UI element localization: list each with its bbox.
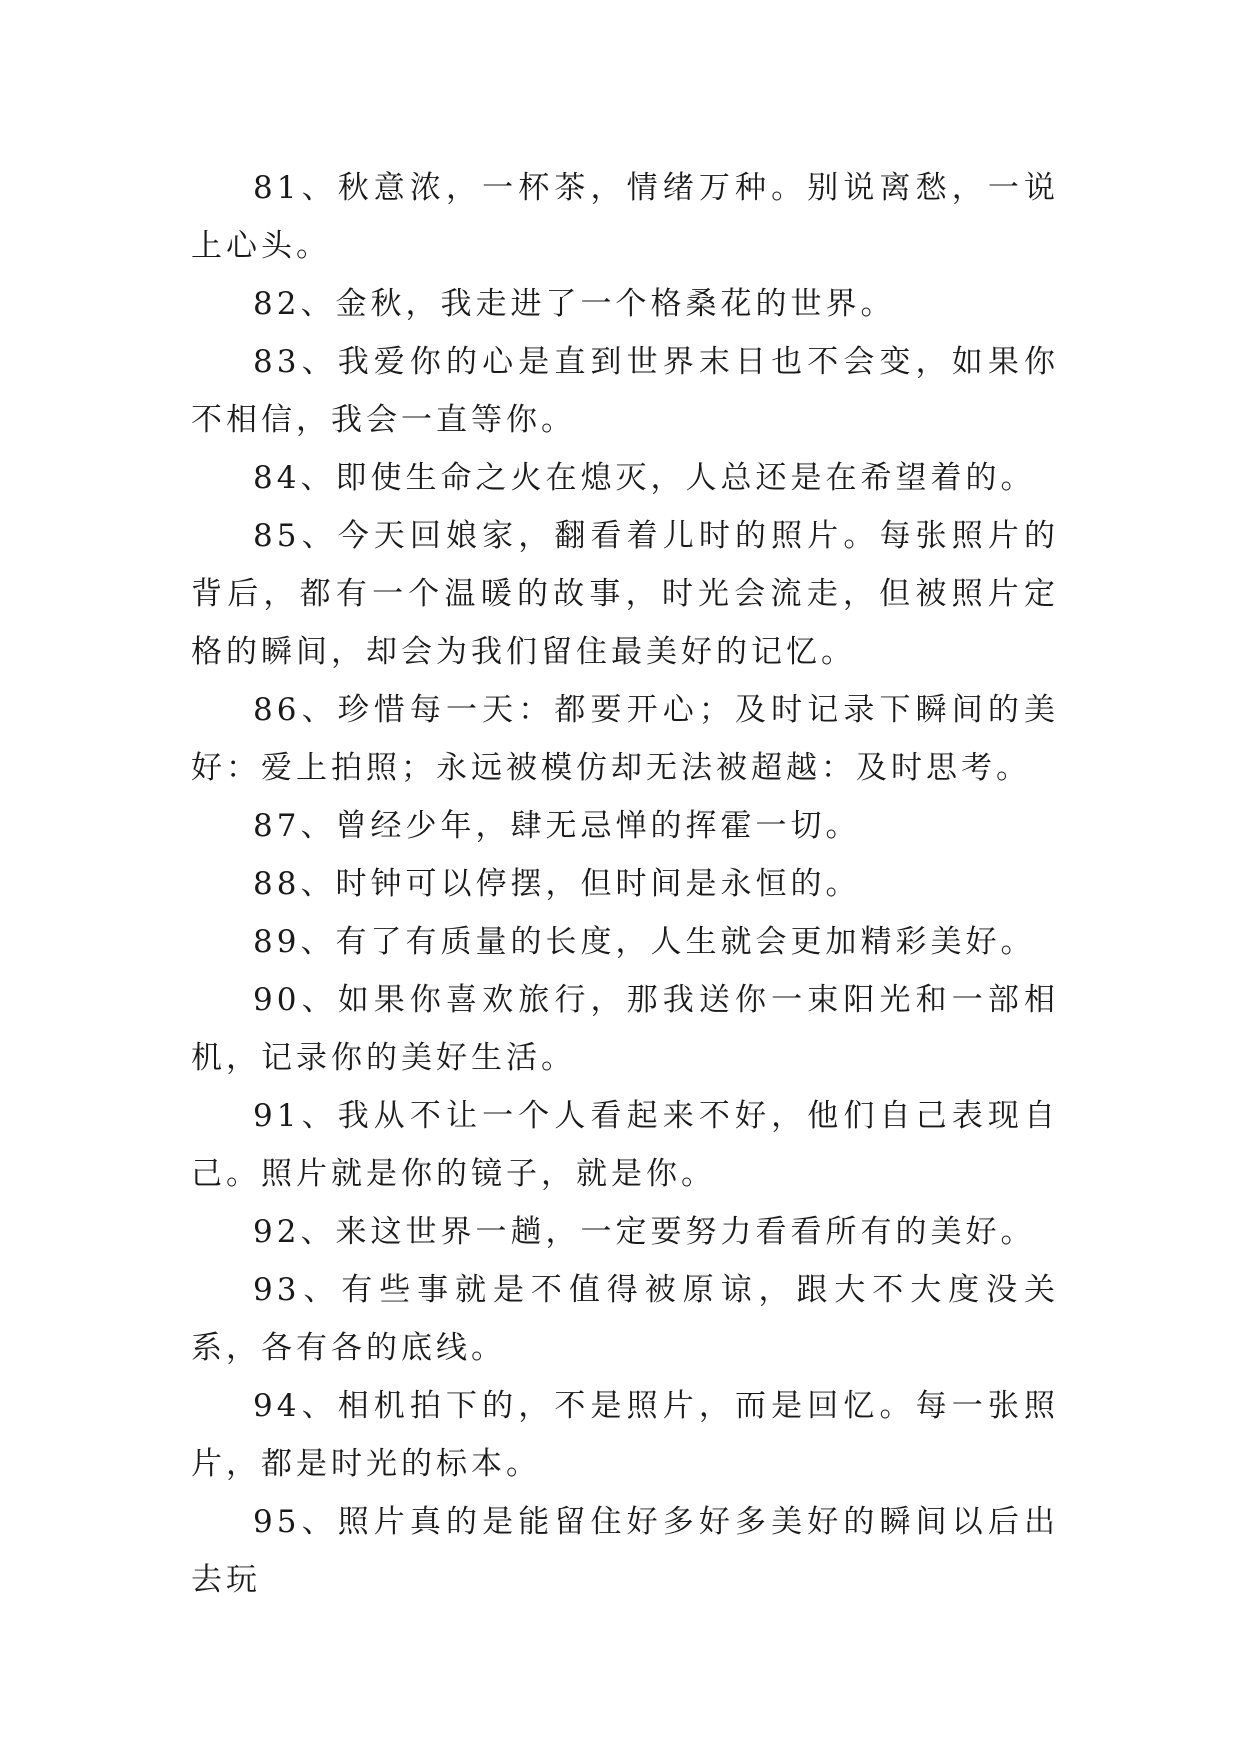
paragraph-81: 81、秋意浓，一杯茶，情绪万种。别说离愁，一说上心头。: [191, 170, 1059, 264]
paragraph-95: 95、照片真的是能留住好多好多美好的瞬间以后出去玩: [191, 1504, 1059, 1598]
paragraph-90: 90、如果你喜欢旅行，那我送你一束阳光和一部相机，记录你的美好生活。: [191, 982, 1059, 1076]
paragraph-85: 85、今天回娘家，翻看着儿时的照片。每张照片的背后，都有一个温暖的故事，时光会流走，但被照片定格的瞬间，却会为我们留住最美好的记忆。: [191, 518, 1059, 670]
paragraph-89: 89、有了有质量的长度，人生就会更加精彩美好。: [253, 924, 1036, 960]
paragraph-91: 91、我从不让一个人看起来不好，他们自己表现自己。照片就是你的镜子，就是你。: [191, 1098, 1059, 1192]
paragraph-86: 86、珍惜每一天：都要开心；及时记录下瞬间的美好：爱上拍照；永远被模仿却无法被超越：及时思考。: [191, 692, 1059, 786]
paragraph-93: 93、有些事就是不值得被原谅，跟大不大度没关系，各有各的底线。: [191, 1272, 1059, 1366]
paragraph-83: 83、我爱你的心是直到世界末日也不会变，如果你不相信，我会一直等你。: [191, 344, 1059, 438]
paragraph-82: 82、金秋，我走进了一个格桑花的世界。: [253, 286, 896, 322]
paragraph-87: 87、曾经少年，肆无忌惮的挥霍一切。: [253, 808, 861, 844]
paragraph-88: 88、时钟可以停摆，但时间是永恒的。: [253, 866, 861, 902]
paragraph-84: 84、即使生命之火在熄灭，人总还是在希望着的。: [253, 460, 1036, 496]
document-body: [191, 159, 1059, 1609]
paragraph-94: 94、相机拍下的，不是照片，而是回忆。每一张照片，都是时光的标本。: [191, 1388, 1059, 1482]
paragraph-92: 92、来这世界一趟，一定要努力看看所有的美好。: [253, 1214, 1036, 1250]
